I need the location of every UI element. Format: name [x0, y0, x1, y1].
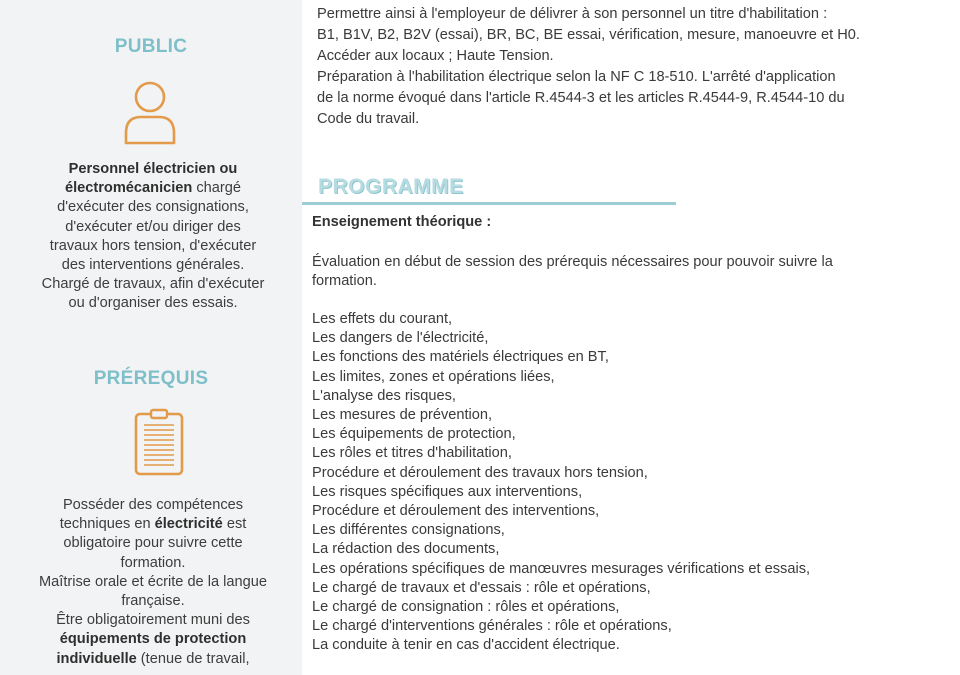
text-segment: Posséder des compétences	[62, 497, 244, 513]
text-line	[22, 198, 284, 217]
text-segment: française.	[121, 593, 185, 610]
list-item: Le chargé de travaux et d'essais : rôle et opérations,	[312, 579, 651, 596]
prerequis-description	[22, 496, 284, 669]
list-item: Les risques spécifiques aux interventions,	[312, 483, 583, 500]
list-item: Procédure et déroulement des interventions,	[312, 503, 600, 520]
text-line	[22, 611, 284, 630]
text-line	[22, 592, 284, 611]
bold-text: électromécanicien	[64, 180, 193, 197]
bold-text: individuelle	[56, 650, 137, 667]
text-line	[22, 160, 284, 179]
text-line	[22, 573, 284, 592]
intro-line: de la norme évoqué dans l'article R.4544-3 et les articles R.4544-9, R.4544-10 du	[317, 89, 845, 106]
list-item: Les effets du courant,	[312, 311, 453, 327]
intro-line: Préparation à l'habilitation électrique selon la NF C 18-510. L'arrêté d'application	[317, 68, 836, 85]
sidebar	[0, 0, 302, 675]
list-item: L'analyse des risques,	[312, 387, 456, 404]
bold-text: Personnel électricien ou	[68, 161, 238, 177]
list-item: Les dangers de l'électricité,	[312, 330, 489, 347]
text-line	[22, 496, 284, 515]
evaluation-paragraph	[312, 253, 932, 291]
evaluation-line: formation.	[312, 273, 377, 290]
intro-paragraph	[317, 4, 937, 129]
text-line	[22, 256, 284, 275]
text-segment: (tenue de travail,	[136, 650, 250, 667]
person-icon	[123, 79, 177, 150]
list-item: Les fonctions des matériels électriques en BT,	[312, 349, 609, 366]
text-line	[22, 515, 284, 534]
clipboard-icon	[134, 408, 184, 481]
prerequis-heading: PRÉREQUIS	[93, 368, 209, 389]
text-line	[22, 218, 284, 237]
programme-divider	[302, 202, 676, 205]
text-segment: est	[222, 516, 247, 533]
text-segment: d'exécuter des consignations,	[57, 199, 249, 216]
list-item: Procédure et déroulement des travaux hors tension,	[312, 464, 648, 481]
public-heading: PUBLIC	[114, 36, 188, 57]
public-description	[22, 160, 284, 314]
text-line	[22, 534, 284, 553]
list-item: Le chargé d'interventions générales : rôle et opérations,	[312, 618, 672, 635]
text-segment: formation.	[120, 554, 186, 571]
text-segment: obligatoire pour suivre cette	[63, 535, 243, 552]
list-item: Les équipements de protection,	[312, 426, 516, 443]
text-line	[22, 630, 284, 649]
intro-line: Code du travail.	[317, 110, 420, 127]
topic-list	[312, 310, 810, 656]
text-segment: Chargé de travaux, afin d'exécuter	[41, 276, 265, 293]
list-item: Le chargé de consignation : rôles et opérations,	[312, 599, 620, 616]
list-item: Les mesures de prévention,	[312, 407, 493, 424]
theory-subheading: Enseignement théorique :	[312, 214, 492, 230]
list-item: Les différentes consignations,	[312, 522, 505, 539]
text-line	[22, 179, 284, 198]
intro-line: Accéder aux locaux ; Haute Tension.	[317, 47, 554, 64]
list-item: Les limites, zones et opérations liées,	[312, 368, 555, 385]
bold-text: équipements de protection	[59, 631, 247, 648]
text-line	[22, 294, 284, 313]
programme-heading: PROGRAMME	[318, 175, 464, 198]
main-content	[302, 0, 960, 675]
evaluation-line: Évaluation en début de session des prérequis nécessaires pour pouvoir suivre la	[312, 254, 833, 270]
text-line	[22, 554, 284, 573]
text-line	[22, 275, 284, 294]
list-item: Les rôles et titres d'habilitation,	[312, 445, 512, 462]
text-segment: d'exécuter et/ou diriger des	[65, 218, 241, 235]
text-segment: techniques en	[59, 516, 155, 533]
text-segment: Maîtrise orale et écrite de la langue	[39, 573, 267, 590]
bold-text: électricité	[154, 516, 223, 533]
text-segment: des interventions générales.	[61, 257, 245, 274]
list-item: La conduite à tenir en cas d'accident électrique.	[312, 637, 620, 654]
text-segment: ou d'organiser des essais.	[68, 295, 238, 312]
intro-line: B1, B1V, B2, B2V (essai), BR, BC, BE essai, vérification, mesure, manoeuvre et H0.	[317, 26, 860, 43]
text-line	[22, 237, 284, 256]
text-segment: travaux hors tension, d'exécuter	[49, 237, 257, 254]
text-segment: chargé	[192, 180, 242, 197]
list-item: La rédaction des documents,	[312, 541, 500, 558]
list-item: Les opérations spécifiques de manœuvres mesurages vérifications et essais,	[312, 560, 811, 577]
intro-line: Permettre ainsi à l'employeur de délivrer à son personnel un titre d'habilitation :	[317, 6, 828, 22]
text-segment: Être obligatoirement muni des	[56, 612, 250, 629]
text-line	[22, 650, 284, 669]
